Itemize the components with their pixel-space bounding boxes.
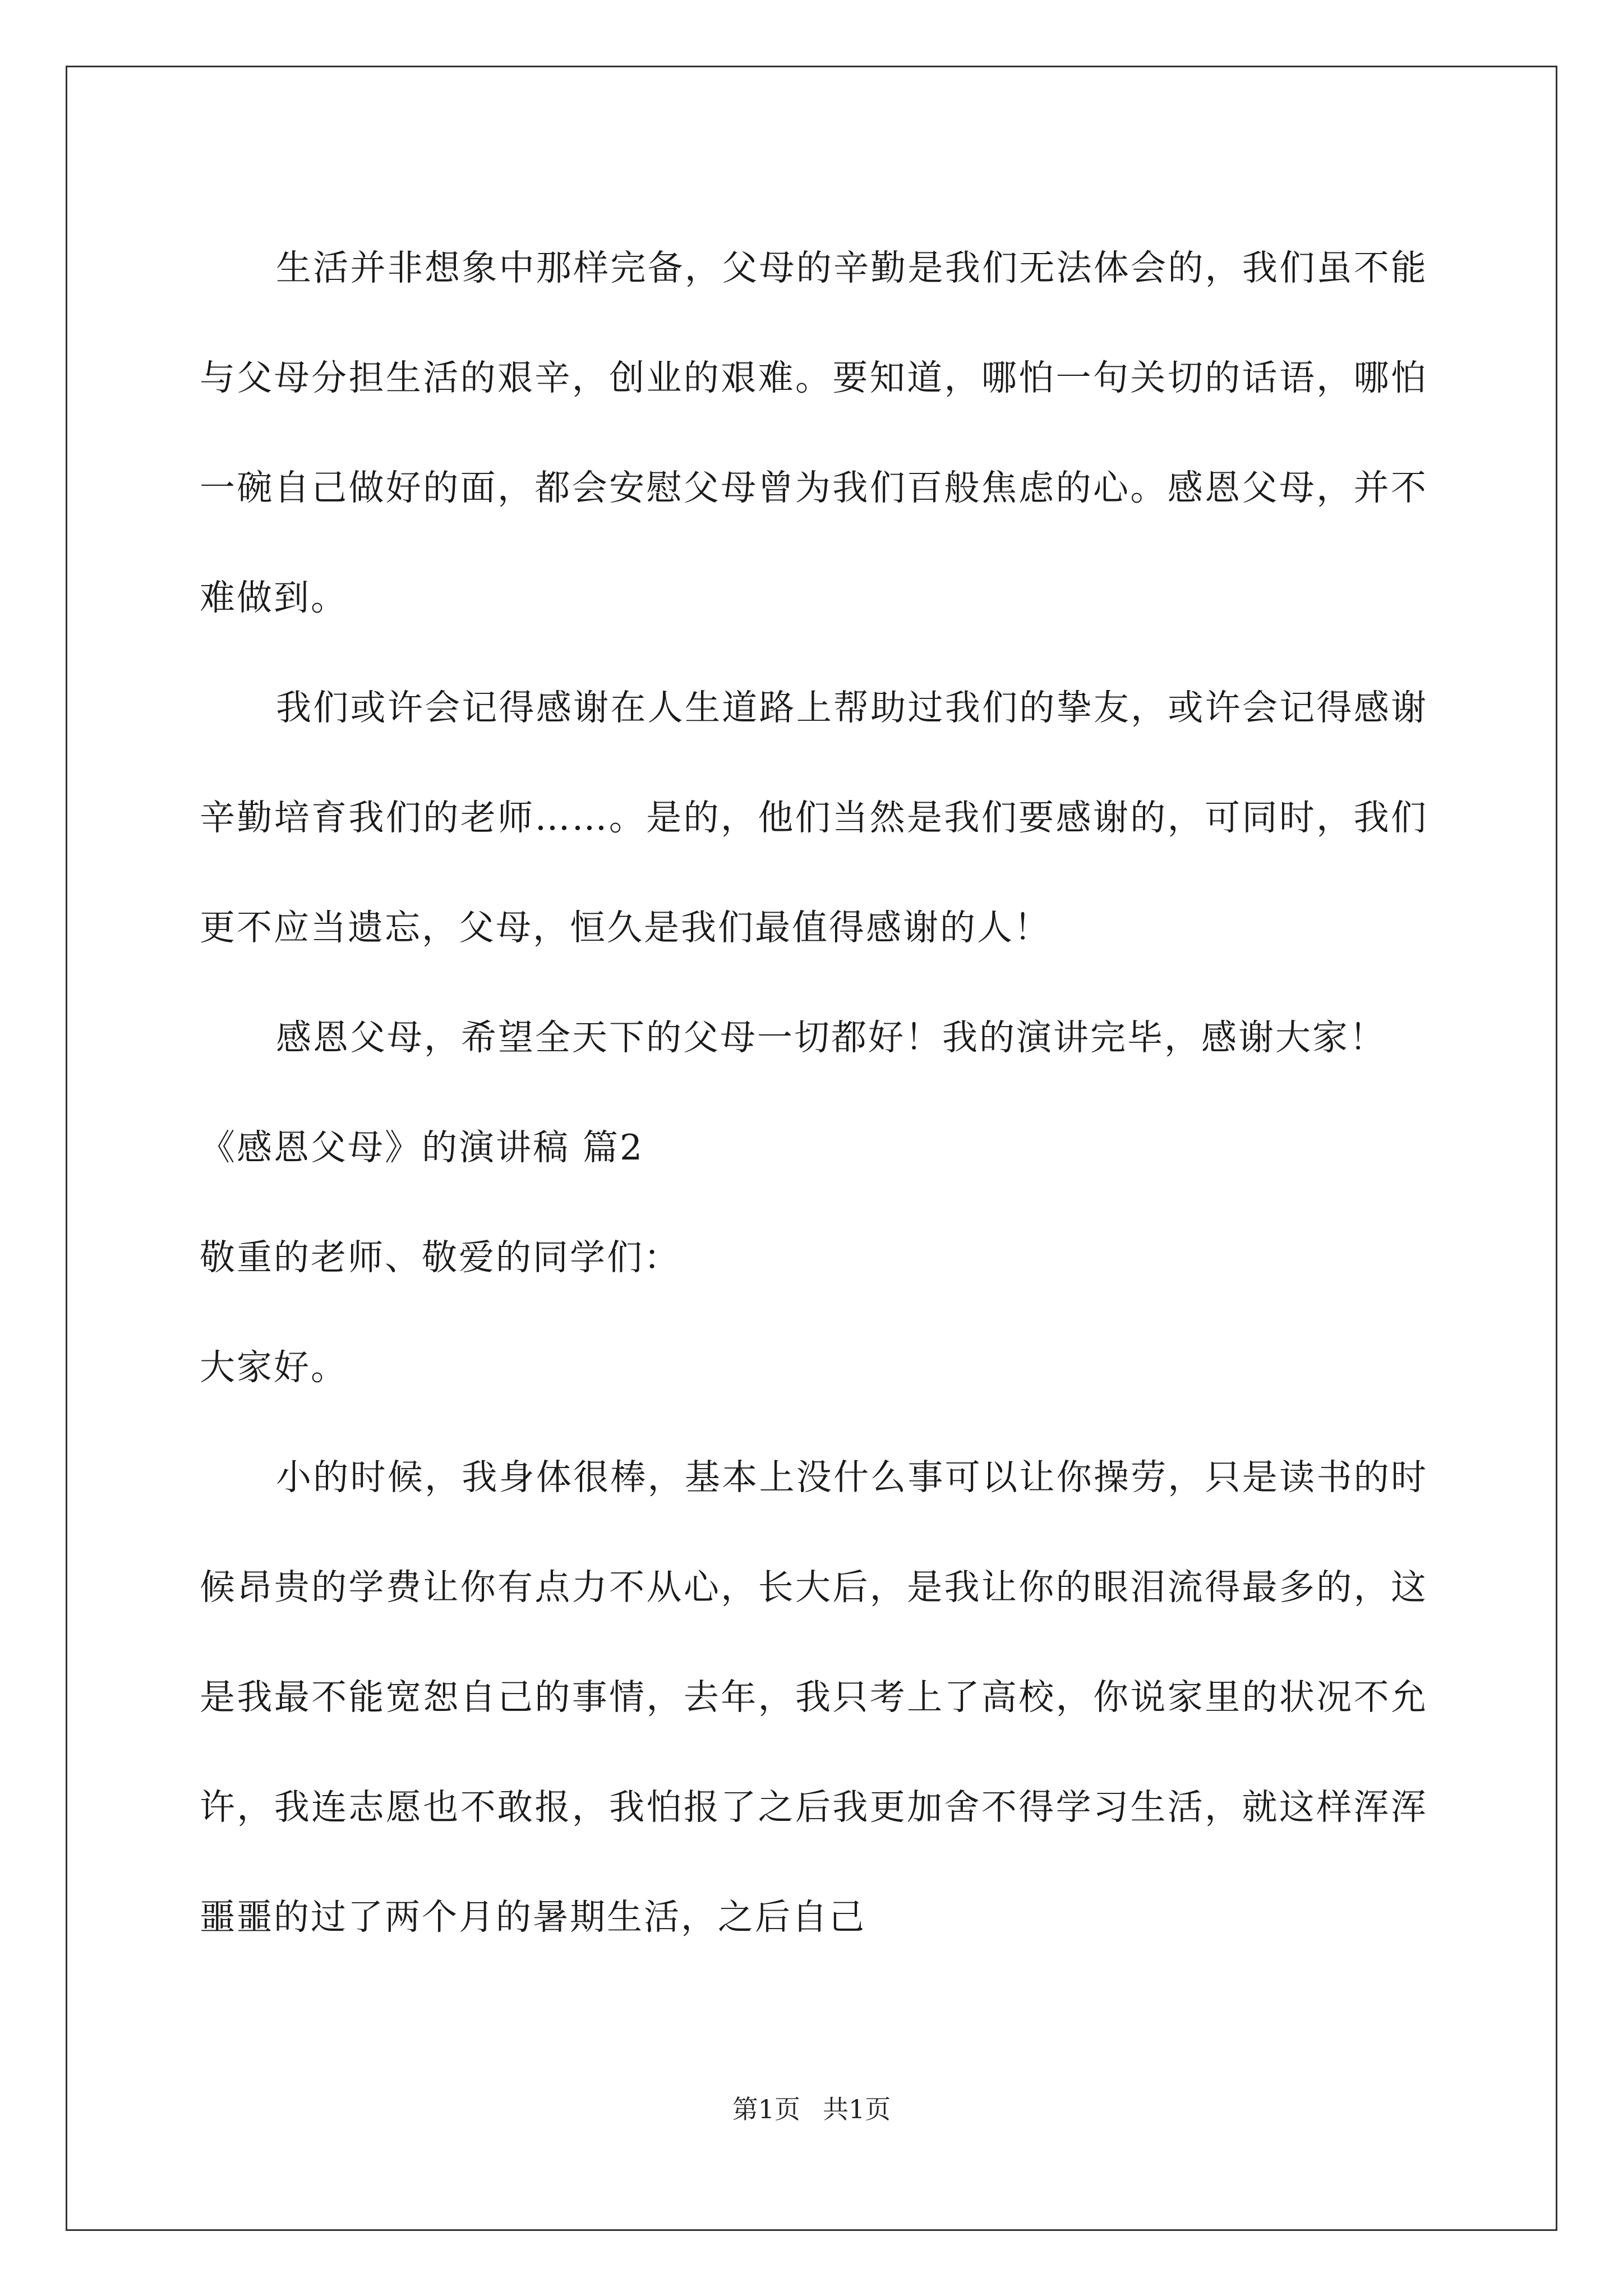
paragraph-closing: 感恩父母，希望全天下的父母一切都好！我的演讲完毕，感谢大家！ (276, 1017, 1386, 1058)
page-total: 共1页 (823, 2094, 891, 2124)
paragraph-thank-parents: 我们或许会记得感谢在人生道路上帮助过我们的挚友，或许会记得感谢辛勤培育我们的老师……。是的，他们当然是我们要感谢的，可同时，我们更不应当遗忘，父母，恒久是我们最值得感谢的人！ (200, 687, 1428, 948)
page-footer (0, 2092, 1623, 2126)
paragraph-childhood: 小的时候，我身体很棒，基本上没什么事可以让你操劳，只是读书的时候昂贵的学费让你有点力不从心，长大后，是我让你的眼泪流得最多的，这是我最不能宽恕自己的事情，去年，我只考上了高校，你说家里的状况不允许，我连志愿也不敢报，我怕报了之后我更加舍不得学习生活，就这样浑浑噩噩的过了两个月的暑期生活，之后自己 (200, 1457, 1428, 1938)
greeting: 大家好。 (200, 1347, 348, 1388)
paragraph-gratitude-effort: 生活并非想象中那样完备，父母的辛勤是我们无法体会的，我们虽不能与父母分担生活的艰辛，创业的艰难。要知道，哪怕一句关切的话语，哪怕一碗自己做好的面，都会安慰父母曾为我们百般焦虑的心。感恩父母，并不难做到。 (200, 247, 1428, 618)
section-title: 《感恩父母》的演讲稿 篇2 (200, 1127, 644, 1168)
page-number: 第1页 (732, 2094, 800, 2124)
salutation: 敬重的老师、敬爱的同学们： (200, 1237, 681, 1278)
document-body (200, 213, 1428, 1972)
